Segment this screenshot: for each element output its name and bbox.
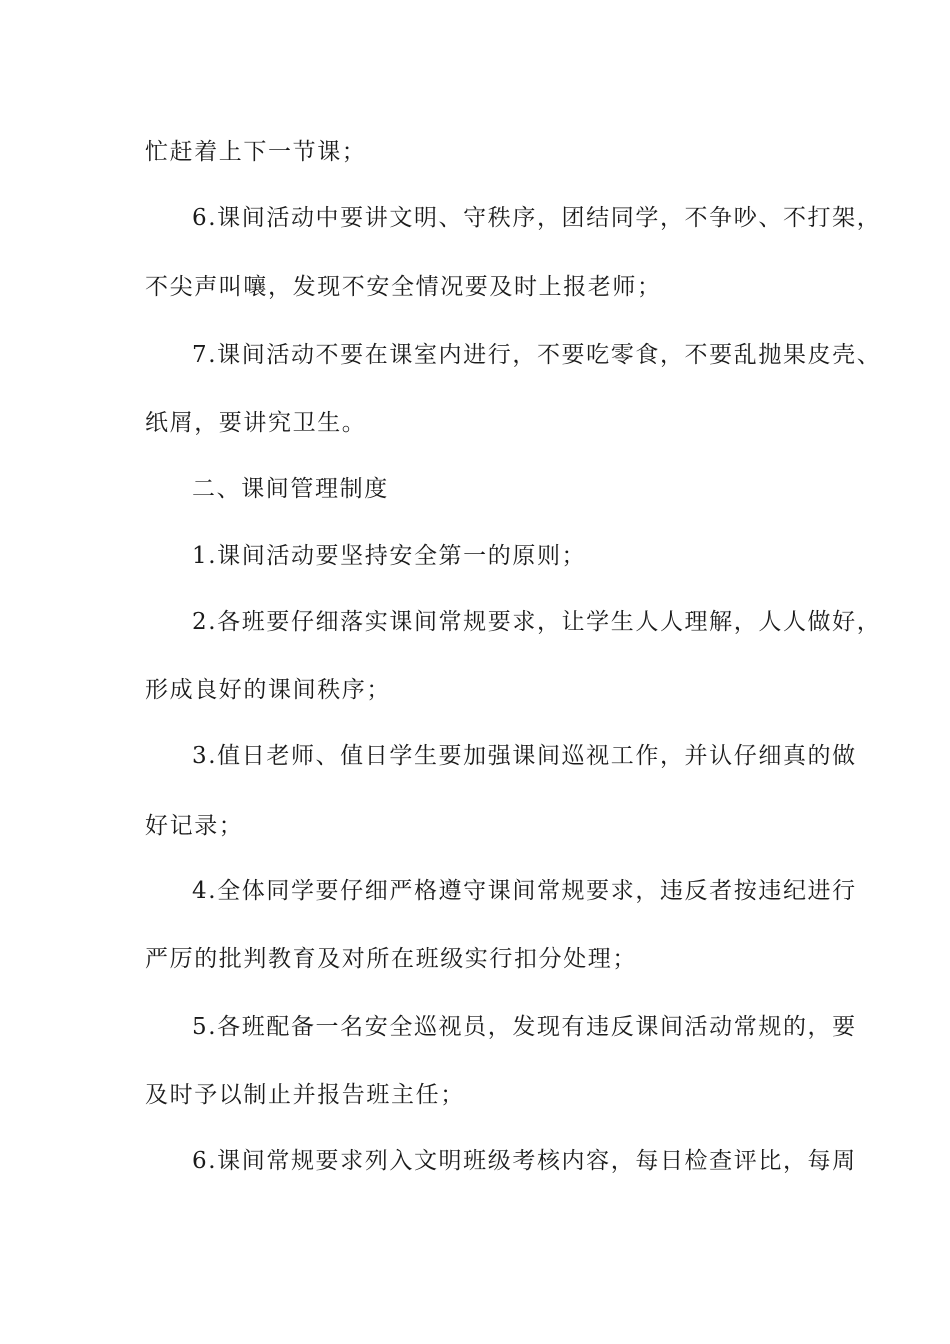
text-line: 形成良好的课间秩序；	[145, 677, 391, 703]
text-line: 5.各班配备一名安全巡视员，发现有违反课间活动常规的，要	[192, 1014, 857, 1040]
text-line: 纸屑，要讲究卫生。	[145, 410, 367, 436]
text-line: 6.课间活动中要讲文明、守秩序，团结同学，不争吵、不打架，	[192, 205, 882, 231]
text-line: 7.课间活动不要在课室内进行，不要吃零食，不要乱抛果皮壳、	[192, 342, 882, 368]
text-line: 2.各班要仔细落实课间常规要求，让学生人人理解，人人做好，	[192, 609, 882, 635]
text-line: 及时予以制止并报告班主任；	[145, 1082, 465, 1108]
text-line: 忙赶着上下一节课；	[145, 139, 367, 165]
text-line: 1.课间活动要坚持安全第一的原则；	[192, 543, 587, 569]
text-line: 6.课间常规要求列入文明班级考核内容，每日检查评比，每周	[192, 1148, 857, 1174]
text-line: 严厉的批判教育及对所在班级实行扣分处理；	[145, 946, 637, 972]
text-line: 不尖声叫嚷，发现不安全情况要及时上报老师；	[145, 274, 662, 300]
section-heading: 二、课间管理制度	[192, 476, 389, 502]
text-line: 好记录；	[145, 813, 244, 839]
text-line: 3.值日老师、值日学生要加强课间巡视工作，并认仔细真的做	[192, 743, 857, 769]
text-line: 4.全体同学要仔细严格遵守课间常规要求，违反者按违纪进行	[192, 878, 857, 904]
